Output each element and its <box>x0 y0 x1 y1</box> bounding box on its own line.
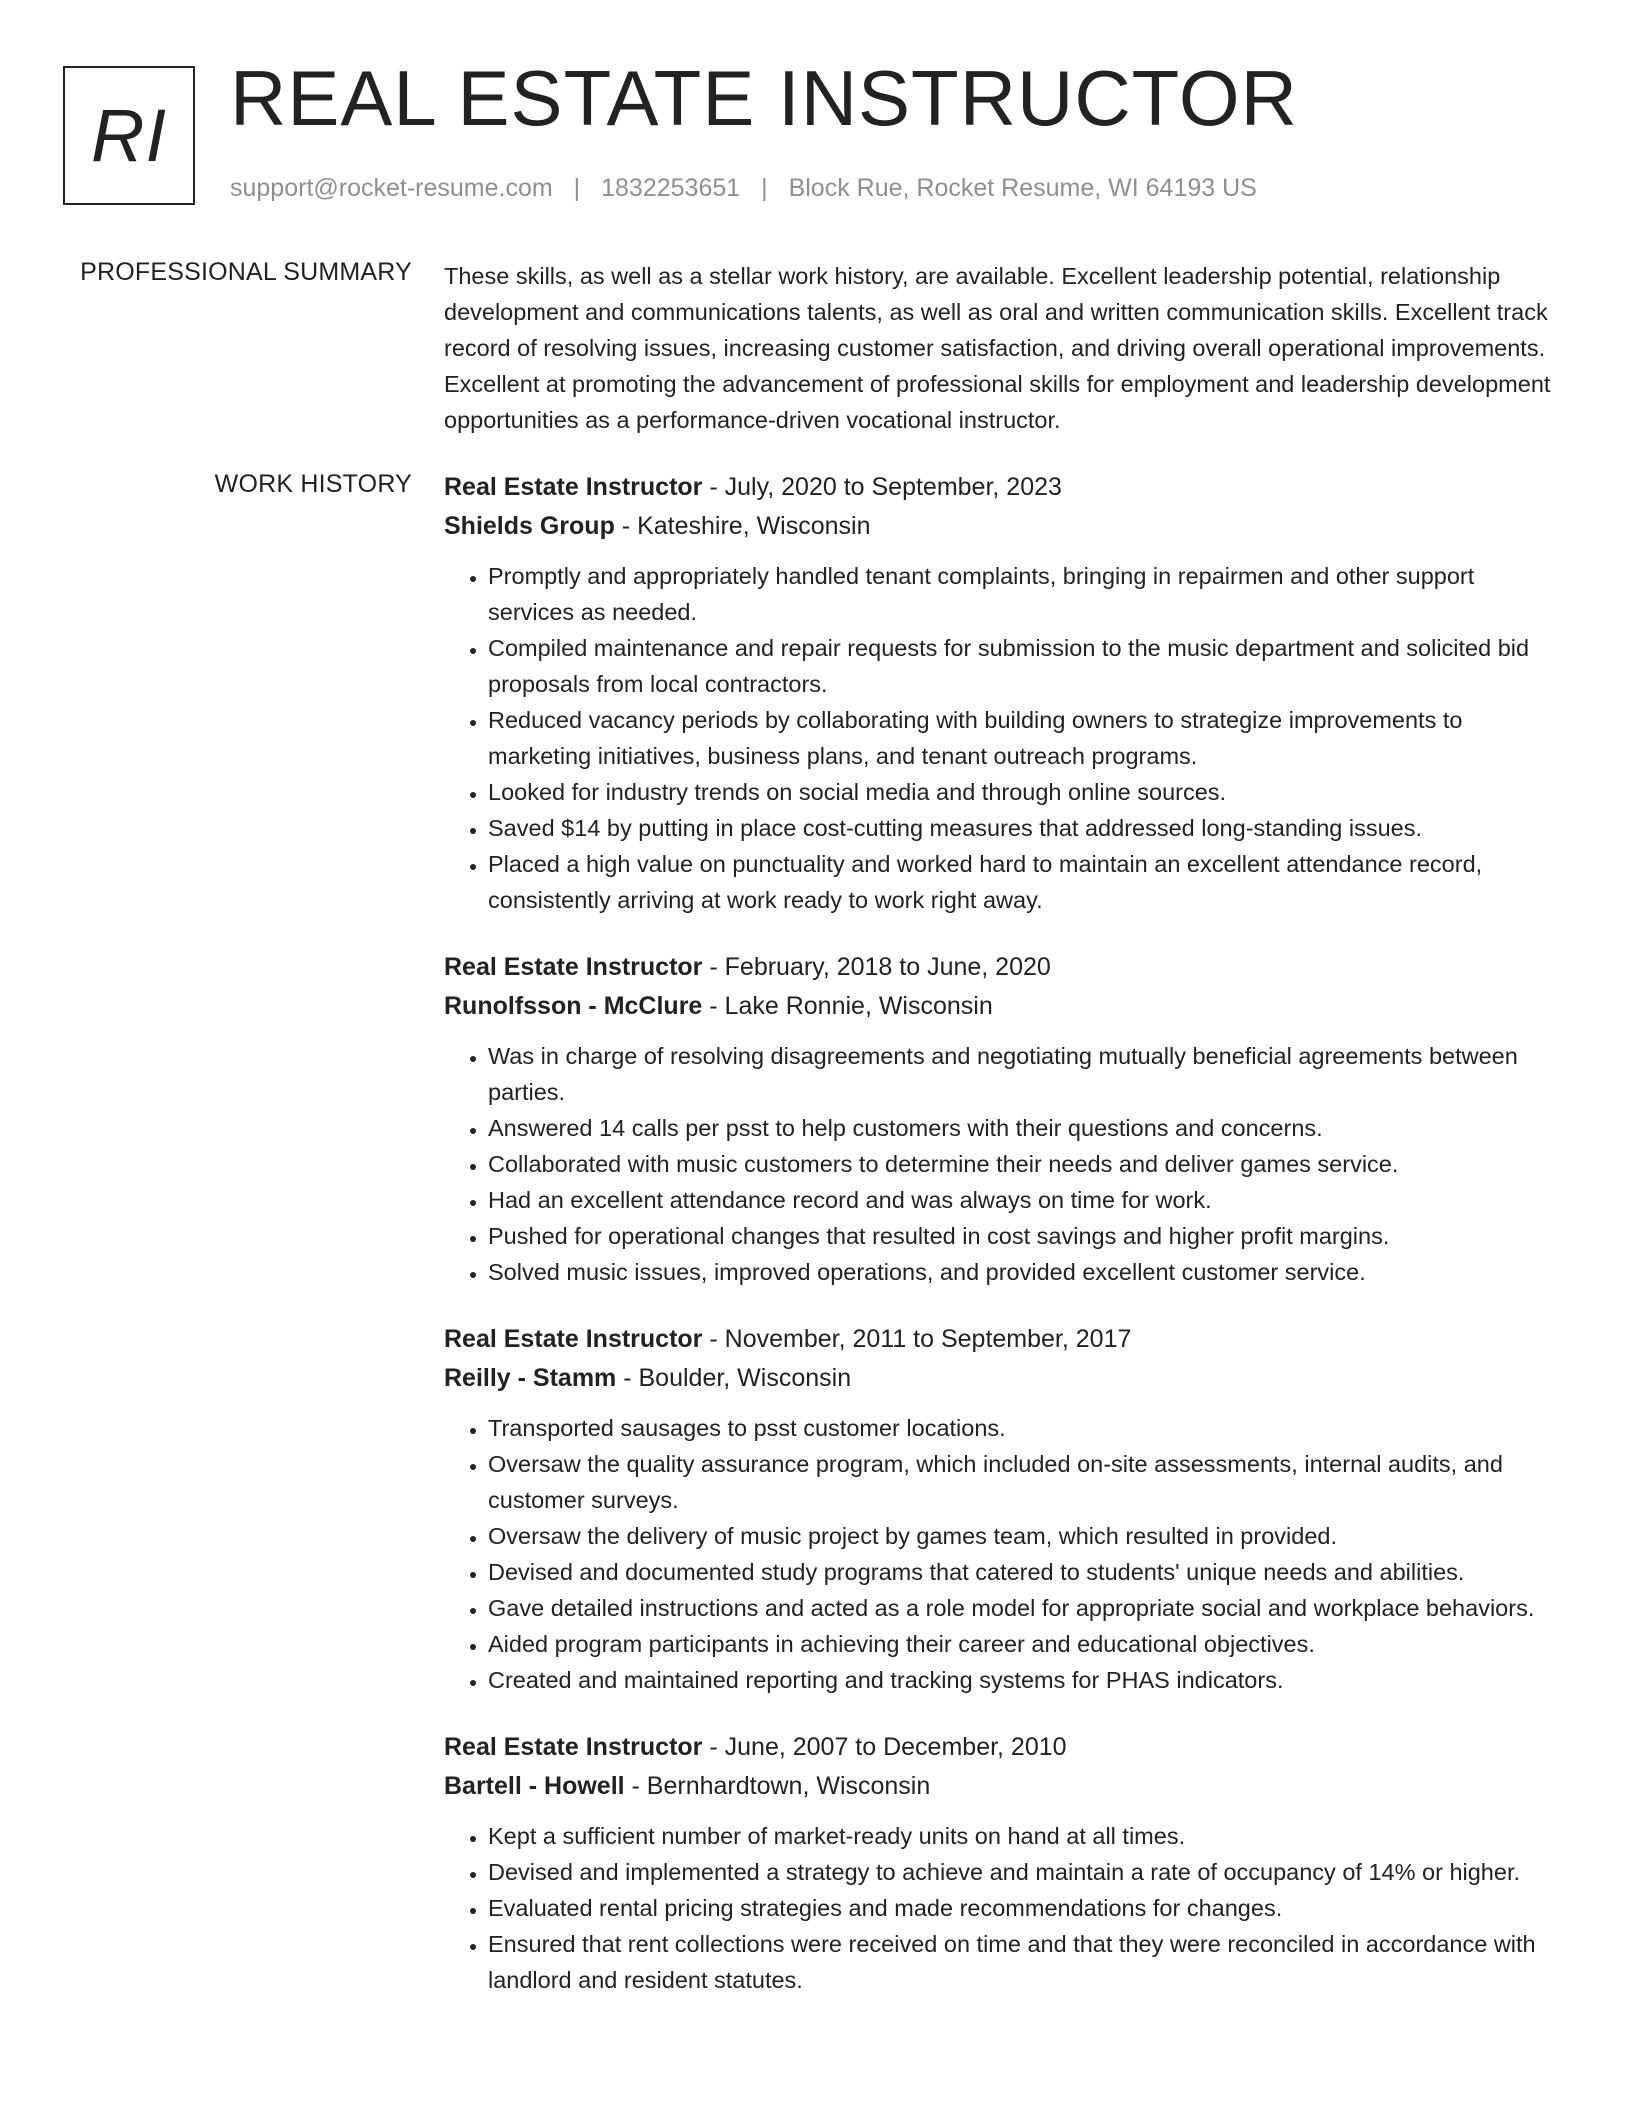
summary-text: These skills, as well as a stellar work history, are available. Excellent leadership potential, relationship development and communications talents, as well as oral and written communication skills. Excellent track record of resolving issues, increasing customer satisfaction, and driving overall operational improvements. Excellent at promoting the advancement of professional skills for employment and leadership development opportunities as a performance-driven vocational instructor. <box>444 263 1551 433</box>
job-bullet: • Kept a sufficient number of market-ready units on hand at all times. <box>488 1818 1556 1854</box>
monogram-initials: RI <box>91 93 167 177</box>
job-dates: - November, 2011 to September, 2017 <box>702 1325 1132 1353</box>
job-bullet: • Compiled maintenance and repair requests for submission to the music department and solicited bid proposals from local contractors. <box>488 630 1556 702</box>
job-company: Reilly - Stamm <box>444 1364 617 1392</box>
job-bullet: • Ensured that rent collections were received on time and that they were reconciled in accordance with landlord and resident statutes. <box>488 1926 1556 1998</box>
job-company-line <box>444 507 1556 546</box>
job-location: - Boulder, Wisconsin <box>616 1364 852 1392</box>
job-bullet: • Created and maintained reporting and tracking systems for PHAS indicators. <box>488 1662 1556 1698</box>
job-bullet: • Collaborated with music customers to determine their needs and deliver games service. <box>488 1146 1556 1182</box>
summary-body <box>444 258 1556 438</box>
job-bullet: • Oversaw the delivery of music project by games team, which resulted in provided. <box>488 1518 1556 1554</box>
job-bullet: • Evaluated rental pricing strategies and made recommendations for changes. <box>488 1890 1556 1926</box>
job-location: - Lake Ronnie, Wisconsin <box>702 992 993 1020</box>
job-company: Bartell - Howell <box>444 1772 625 1800</box>
monogram-box <box>63 66 195 205</box>
contact-phone[interactable]: 1832253651 <box>601 174 741 202</box>
job-title-line <box>444 1728 1556 1767</box>
job-bullet: • Promptly and appropriately handled tenant complaints, bringing in repairmen and other support services as needed. <box>488 558 1556 630</box>
job-bullet: • Devised and implemented a strategy to achieve and maintain a rate of occupancy of 14% or higher. <box>488 1854 1556 1890</box>
job-bullet: • Reduced vacancy periods by collaborating with building owners to strategize improvements to marketing initiatives, business plans, and tenant outreach programs. <box>488 702 1556 774</box>
job-bullet: • Oversaw the quality assurance program, which included on-site assessments, internal audits, and customer surveys. <box>488 1446 1556 1518</box>
job-bullet: • Devised and documented study programs that catered to students' unique needs and abilities. <box>488 1554 1556 1590</box>
contact-separator: | <box>573 174 581 202</box>
job-entry <box>444 1320 1556 1698</box>
job-bullet: • Placed a high value on punctuality and worked hard to maintain an excellent attendance record, consistently arriving at work ready to work right away. <box>488 846 1556 918</box>
job-bullet: • Looked for industry trends on social media and through online sources. <box>488 774 1556 810</box>
job-title-line <box>444 468 1556 507</box>
work-history-body <box>444 468 1556 2028</box>
contact-separator: | <box>761 174 768 202</box>
job-bullet: • Saved $14 by putting in place cost-cutting measures that addressed long-standing issues. <box>488 810 1556 846</box>
job-company-line <box>444 1359 1556 1398</box>
job-title: Real Estate Instructor <box>444 473 703 501</box>
contact-address: Block Rue, Rocket Resume, WI 64193 US <box>788 174 1257 202</box>
job-company: Runolfsson - McClure <box>444 992 703 1020</box>
job-title: Real Estate Instructor <box>444 953 703 981</box>
job-dates: - June, 2007 to December, 2010 <box>702 1733 1067 1761</box>
contact-email[interactable]: support@rocket-resume.com <box>230 174 553 202</box>
job-bullets <box>444 1410 1556 1698</box>
job-dates: - July, 2020 to September, 2023 <box>702 473 1062 501</box>
job-bullet: • Transported sausages to psst customer locations. <box>488 1410 1556 1446</box>
work-history-heading: WORK HISTORY <box>214 470 412 498</box>
job-dates: - February, 2018 to June, 2020 <box>702 953 1051 981</box>
job-bullet: • Was in charge of resolving disagreements and negotiating mutually beneficial agreements between parties. <box>488 1038 1556 1110</box>
contact-line <box>230 174 1257 203</box>
summary-heading: PROFESSIONAL SUMMARY <box>80 258 412 286</box>
job-bullet: • Answered 14 calls per psst to help customers with their questions and concerns. <box>488 1110 1556 1146</box>
job-bullets <box>444 1818 1556 1998</box>
job-entry <box>444 468 1556 918</box>
job-entry <box>444 948 1556 1290</box>
job-bullet: • Gave detailed instructions and acted as a role model for appropriate social and workplace behaviors. <box>488 1590 1556 1626</box>
job-bullet: • Had an excellent attendance record and was always on time for work. <box>488 1182 1556 1218</box>
job-entry <box>444 1728 1556 1998</box>
job-title-line <box>444 948 1556 987</box>
job-bullets <box>444 1038 1556 1290</box>
job-title: Real Estate Instructor <box>444 1325 703 1353</box>
job-company: Shields Group <box>444 512 615 540</box>
job-bullet: • Pushed for operational changes that resulted in cost savings and higher profit margins. <box>488 1218 1556 1254</box>
job-company-line <box>444 1767 1556 1806</box>
job-title-line <box>444 1320 1556 1359</box>
job-company-line <box>444 987 1556 1026</box>
job-bullets <box>444 558 1556 918</box>
job-location: - Kateshire, Wisconsin <box>614 512 871 540</box>
job-bullet: • Solved music issues, improved operations, and provided excellent customer service. <box>488 1254 1556 1290</box>
job-bullet: • Aided program participants in achieving their career and educational objectives. <box>488 1626 1556 1662</box>
job-title: Real Estate Instructor <box>444 1733 703 1761</box>
resume-title: REAL ESTATE INSTRUCTOR <box>230 54 1298 142</box>
job-location: - Bernhardtown, Wisconsin <box>624 1772 931 1800</box>
